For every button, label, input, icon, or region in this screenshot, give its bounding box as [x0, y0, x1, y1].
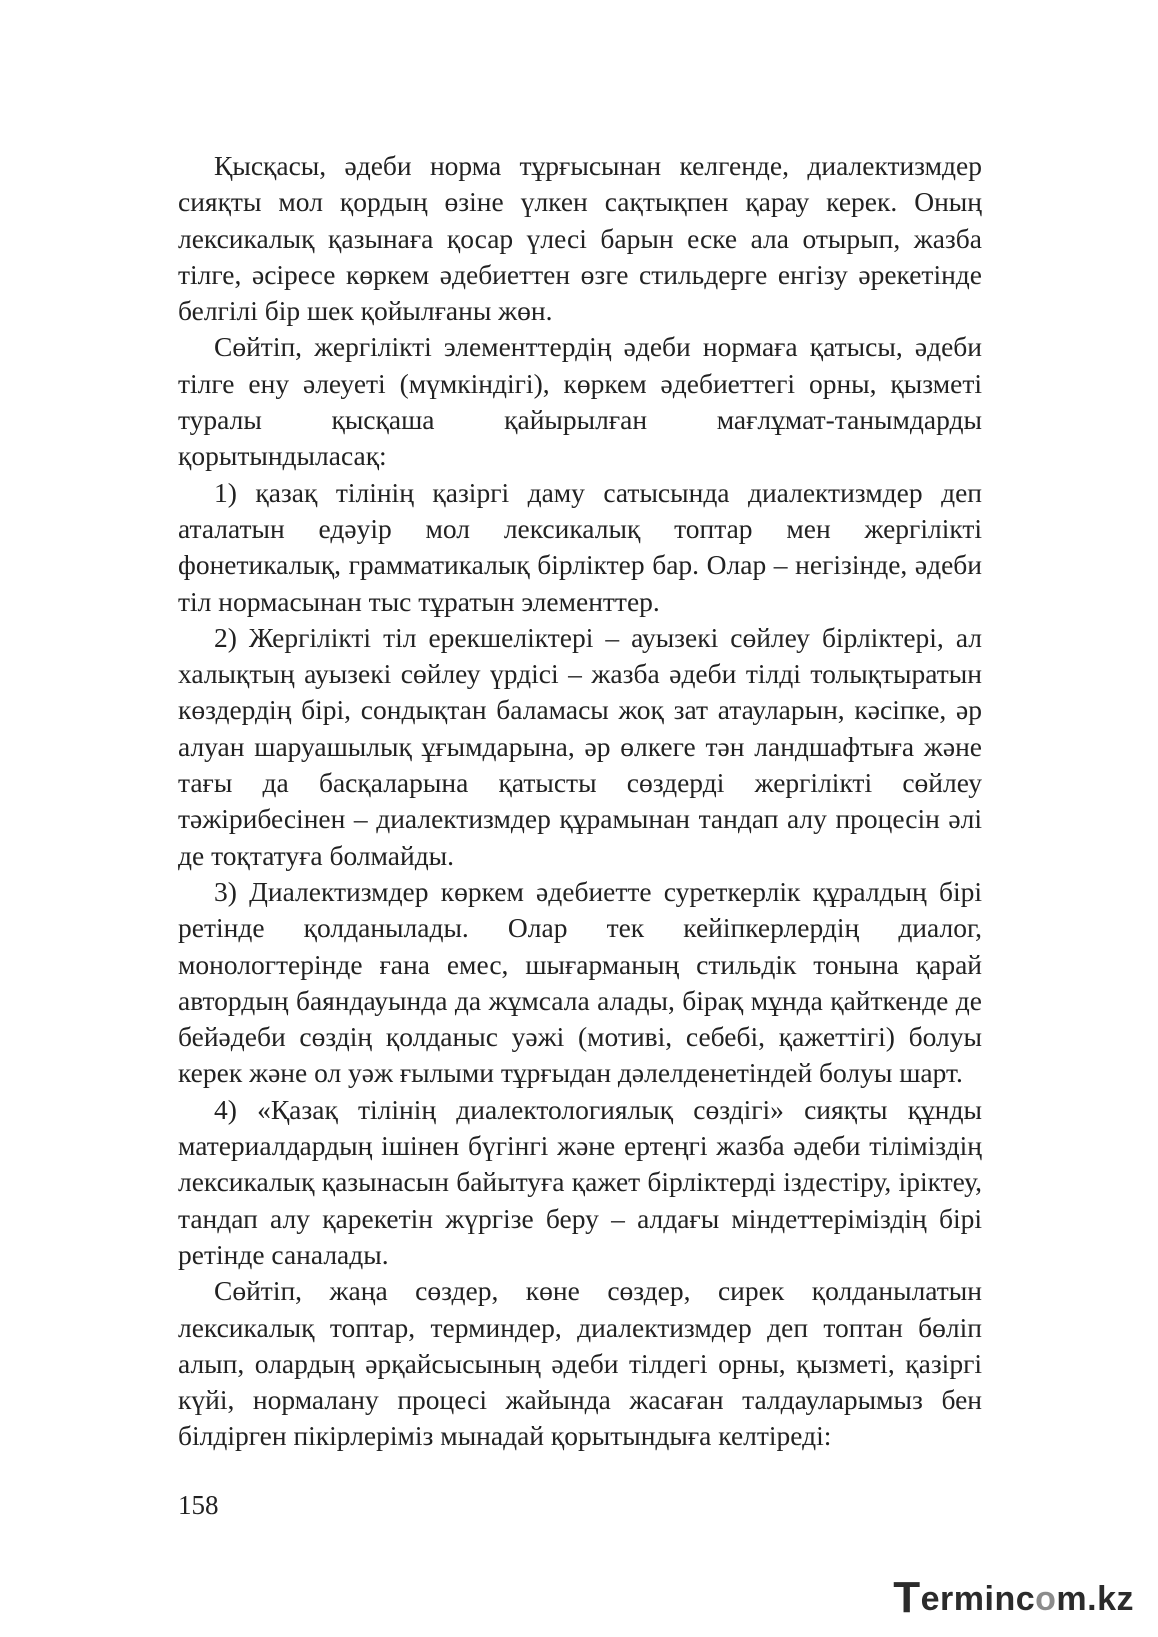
watermark-letter-o: o — [1035, 1580, 1057, 1618]
body-text — [178, 148, 982, 1455]
termincom-watermark-logo — [893, 1571, 1134, 1621]
page-number: 158 — [178, 1490, 219, 1520]
watermark-text-part1: erminc — [920, 1580, 1036, 1618]
paragraph: 1) қазақ тілінің қазіргі даму сатысында диалектизмдер деп аталатын едәуір мол лексикалық топтар мен жергілікті фонетикалық, грамматикалық бірліктер бар. Олар – негізінде, әдеби тіл нормасынан тыс тұратын элементтер. — [178, 476, 982, 617]
paragraph: Қысқасы, әдеби норма тұрғысынан келгенде, диалектизмдер сияқты мол қордың өзіне үлкен сақтықпен қарау керек. Оның лексикалық қазынаға қосар үлесі барын еске ала отырып, жазба тілге, әсіресе көркем әдебиеттен өзге стильдерге енгізу әрекетінде белгілі бір шек қойылғаны жөн. — [178, 150, 982, 327]
paragraph: 4) «Қазақ тілінің диалектологиялық сөздігі» сияқты құнды материалдардың ішінен бүгінгі және ертеңгі жазба әдеби тіліміздің лексикалық қазынасын байытуға қажет бірліктерді іздестіру, іріктеу, тандап алу қарекетін жүргізе беру – алдағы міндеттеріміздің бірі ретінде саналады. — [178, 1093, 982, 1270]
watermark-letter-t: T — [893, 1573, 921, 1622]
paragraph: 3) Диалектизмдер көркем әдебиетте суреткерлік құралдың бірі ретінде қолданылады. Олар тек кейіпкерлердің диалог, монологтерінде ғана емес, шығарманың стильдік тонына қарай автордың баяндауында да жұмсала алады, бірақ мұнда қайткенде де бейәдеби сөздің қолданыс уәжі (мотиві, себебі, қажеттігі) болуы керек және ол уәж ғылыми тұрғыдан дәлелденетіндей болуы шарт. — [178, 875, 982, 1089]
paragraph: 2) Жергілікті тіл ерекшеліктері – ауызекі сөйлеу бірліктері, ал халықтың ауызекі сөйлеу үрдісі – жазба әдеби тілді толықтыратын көздердің бірі, сондықтан баламасы жоқ зат атауларын, кәсіпке, әр алуан шаруашылық ұғымдарына, әр өлкеге тән ландшафтыға және тағы да басқаларына қатысты сөздерді жергілікті сөйлеу тәжірибесінен – диалектизмдер құрамынан тандап алу процесін әлі де тоқтатуға болмайды. — [178, 621, 982, 871]
watermark-text-part2: m.kz — [1056, 1580, 1134, 1618]
paragraph: Сөйтіп, жаңа сөздер, көне сөздер, сирек қолданылатын лексикалық топтар, терминдер, диалектизмдер деп топтан бөліп алып, олардың әрқайсысының әдеби тілдегі орны, қызметі, қазіргі күйі, нормалану процесі жайында жасаған талдауларымыз бен білдірген пікірлеріміз мынадай қорытындыға келтіреді: — [178, 1275, 982, 1452]
paragraph: Сөйтіп, жергілікті элементтердің әдеби нормаға қатысы, әдеби тілге ену әлеуеті (мүмкіндігі), көркем әдебиеттегі орны, қызметі туралы қысқаша қайырылған мағлұмат-танымдарды қорытындыласақ: — [178, 331, 982, 472]
